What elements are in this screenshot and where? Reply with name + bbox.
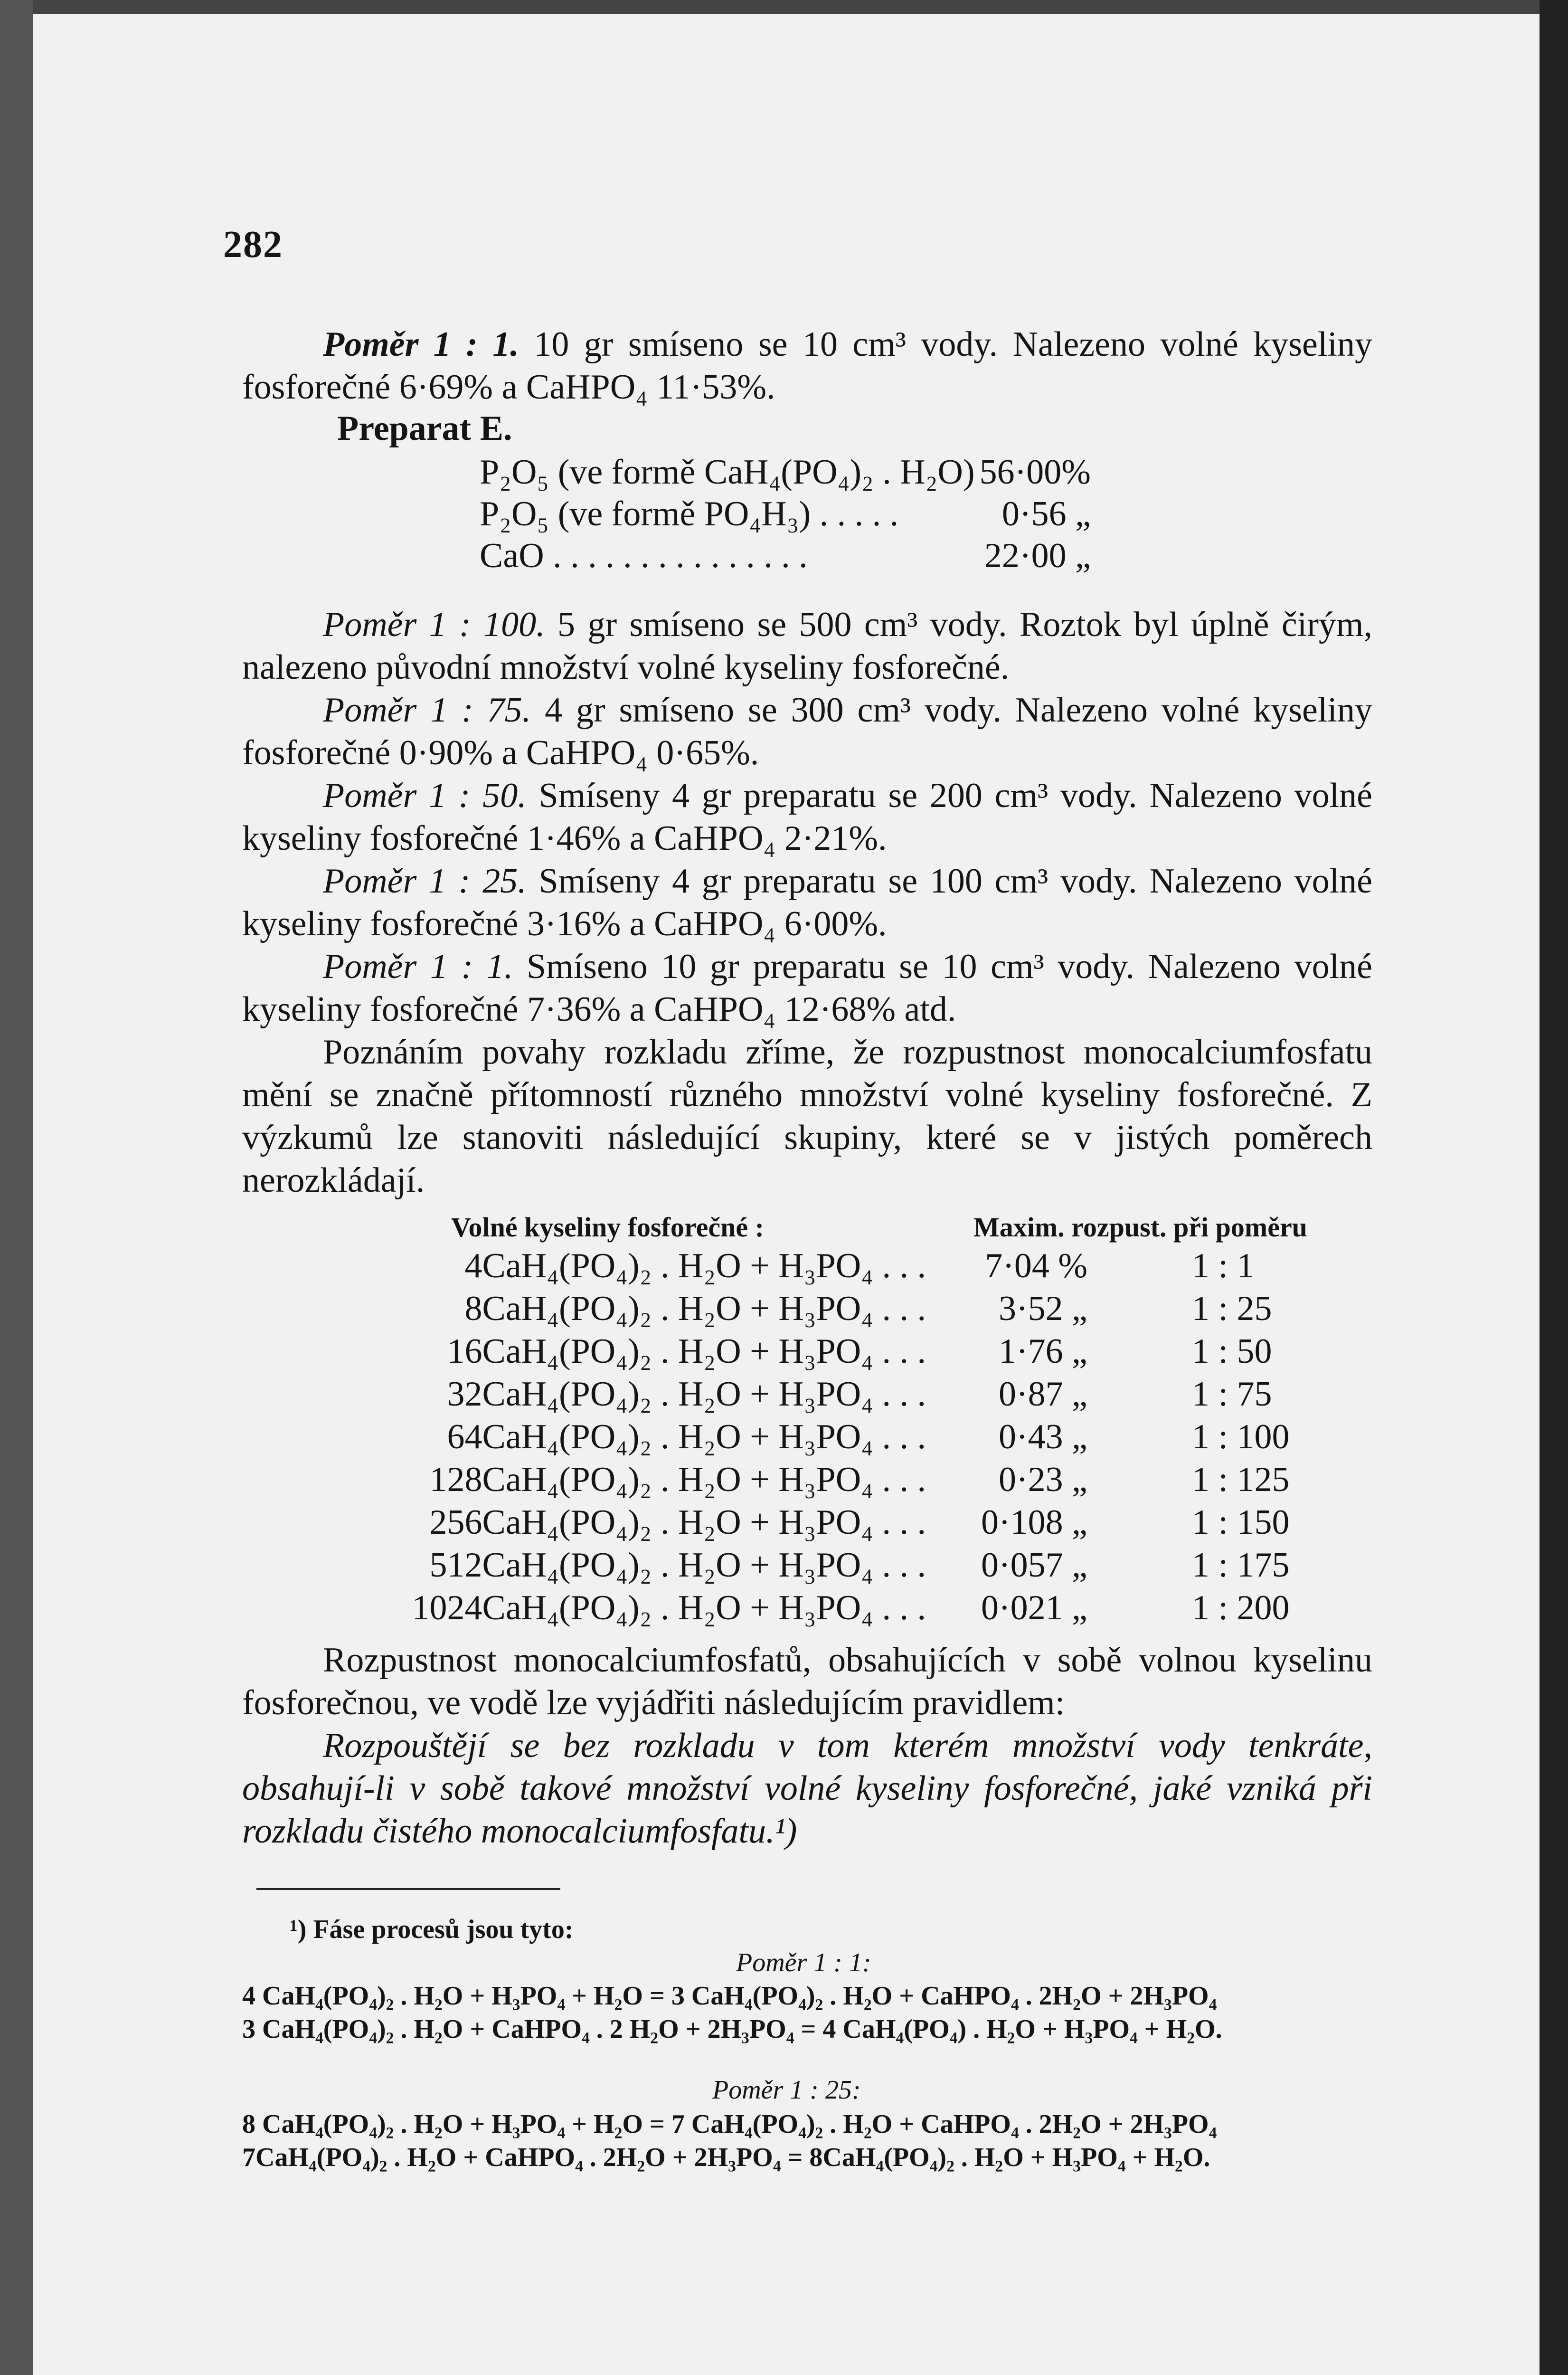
- formula-row: [252, 1416, 1382, 1458]
- formula: 16CaH₄(PO₄)₂ . H₂O + H₃PO₄ . . .: [447, 1332, 926, 1371]
- paragraph-text: 10 gr smíseno se 10 cm³ vody. Nalezeno volné kyseliny fosforečné 6·69% a CaHPO₄ 11·53%.: [242, 325, 1372, 407]
- formula-ratio: 1 : 50: [1192, 1332, 1272, 1371]
- formula: 64CaH₄(PO₄)₂ . H₂O + H₃PO₄ . . .: [447, 1417, 926, 1456]
- composition-row: [480, 535, 1091, 577]
- footnote-divider: [256, 1888, 560, 1890]
- footnote-equation: 8 CaH₄(PO₄)₂ . H₂O + H₃PO₄ + H₂O = 7 CaH₄(PO₄)₂ . H₂O + CaHPO₄ . 2H₂O + 2H₃PO₄: [242, 2109, 1217, 2139]
- formula-row: [252, 1287, 1382, 1330]
- formula-row: [252, 1586, 1382, 1629]
- composition-row: [480, 451, 1091, 493]
- composition-row: [480, 493, 1091, 535]
- formula-row: [252, 1501, 1382, 1544]
- formula-percent: 0·021 „: [981, 1588, 1087, 1627]
- footnote-subheading-1-25: Poměr 1 : 25:: [712, 2075, 861, 2105]
- formula-row: [252, 1458, 1382, 1501]
- composition-value: 22·00 „: [984, 536, 1091, 575]
- list-header-right: Maxim. rozpust. při poměru: [973, 1212, 1307, 1243]
- footnote-title: ¹) Fáse procesů jsou tyto:: [290, 1915, 574, 1944]
- ratio-paragraphs: [242, 603, 1372, 1202]
- formula: 256CaH₄(PO₄)₂ . H₂O + H₃PO₄ . . .: [429, 1503, 926, 1542]
- summary-paragraph: Poznáním povahy rozkladu zříme, že rozpustnost monocalciumfosfatu mění se značně přítomností různého množství volné kyseliny fosforečné. Z výzkumů lze stanoviti následující skupiny, které se v jistých poměrech nerozkládají.: [242, 1033, 1372, 1200]
- formula-ratio: 1 : 100: [1192, 1417, 1290, 1456]
- composition-label: P₂O₅ (ve formě CaH₄(PO₄)₂ . H₂O): [480, 453, 975, 492]
- formula: 512CaH₄(PO₄)₂ . H₂O + H₃PO₄ . . .: [429, 1546, 926, 1585]
- ratio-label: Poměr 1 : 1.: [323, 947, 513, 986]
- formula: 32CaH₄(PO₄)₂ . H₂O + H₃PO₄ . . .: [447, 1375, 926, 1414]
- formula-row: [252, 1330, 1382, 1373]
- formula-ratio: 1 : 1: [1192, 1246, 1255, 1285]
- list-header-left: Volné kyseliny fosforečné :: [451, 1212, 764, 1243]
- formula-ratio: 1 : 150: [1192, 1503, 1290, 1542]
- composition-value: 56·00%: [979, 453, 1091, 492]
- rule-section: [242, 1639, 1372, 1852]
- paragraph-ratio-1-75: [242, 689, 1372, 774]
- composition-label: CaO . . . . . . . . . . . . . . .: [480, 536, 808, 575]
- rule-paragraph: Rozpustnost monocalciumfosfatů, obsahujících v sobě volnou kyselinu fosforečnou, ve vodě lze vyjádřiti následujícím pravidlem:: [242, 1641, 1372, 1722]
- formula-table: [252, 1244, 1382, 1629]
- scan-edge-top: [0, 0, 1568, 14]
- paragraph-text: Smíseny 4 gr preparatu se 200 cm³ vody. Nalezeno volné kyseliny fosforečné 1·46% a CaHPO₄ 2·21%.: [242, 776, 1372, 858]
- scan-edge-right: [1540, 0, 1568, 2375]
- formula-percent: 0·108 „: [981, 1503, 1087, 1542]
- ratio-label: Poměr 1 : 1.: [323, 325, 519, 364]
- formula-percent: 0·87 „: [999, 1375, 1087, 1414]
- formula-ratio: 1 : 75: [1192, 1375, 1272, 1414]
- preparat-title: Preparat E.: [337, 409, 512, 448]
- footnote-subheading-1-1: Poměr 1 : 1:: [736, 1948, 871, 1977]
- composition-table: [480, 451, 1091, 577]
- footnote-equation: 3 CaH₄(PO₄)₂ . H₂O + CaHPO₄ . 2 H₂O + 2H₃PO₄ = 4 CaH₄(PO₄) . H₂O + H₃PO₄ + H₂O.: [242, 2014, 1222, 2044]
- ratio-label: Poměr 1 : 50.: [323, 776, 527, 815]
- paragraph-text: 5 gr smíseno se 500 cm³ vody. Roztok byl úplně čirým, nalezeno původní množství volné kyseliny fosforečné.: [242, 605, 1372, 687]
- paragraph-ratio-1-1: [242, 945, 1372, 1031]
- page-number: 282: [223, 224, 283, 266]
- formula-percent: 0·057 „: [981, 1546, 1087, 1585]
- rule-italic-paragraph: [242, 1724, 1372, 1852]
- paragraph-ratio-1-100: [242, 603, 1372, 689]
- composition-value: 0·56 „: [1001, 494, 1091, 533]
- formula-row: [252, 1244, 1382, 1287]
- ratio-label: Poměr 1 : 100.: [323, 605, 545, 644]
- formula: 128CaH₄(PO₄)₂ . H₂O + H₃PO₄ . . .: [429, 1460, 926, 1499]
- formula: 1024CaH₄(PO₄)₂ . H₂O + H₃PO₄ . . .: [412, 1588, 926, 1627]
- formula-ratio: 1 : 125: [1192, 1460, 1290, 1499]
- paragraph-text: Smíseno 10 gr preparatu se 10 cm³ vody. Nalezeno volné kyseliny fosforečné 7·36% a CaHPO₄ 12·68% atd.: [242, 947, 1372, 1029]
- formula: 4CaH₄(PO₄)₂ . H₂O + H₃PO₄ . . .: [464, 1246, 926, 1285]
- paragraph-ratio-1-50: [242, 774, 1372, 860]
- scan-edge-left: [0, 0, 33, 2375]
- formula-percent: 1·76 „: [999, 1332, 1087, 1371]
- formula-percent: 0·23 „: [999, 1460, 1087, 1499]
- document-page: [33, 14, 1540, 2375]
- formula-ratio: 1 : 175: [1192, 1546, 1290, 1585]
- rule-italic-text: Rozpouštějí se bez rozkladu v tom kterém množství vody tenkráte, obsahují-li v sobě takové množství volné kyseliny fosforečné, jaké vzniká při rozkladu čistého monocalciumfosfatu.¹): [242, 1726, 1372, 1851]
- ratio-label: Poměr 1 : 75.: [323, 691, 531, 730]
- footnote-equation: 7CaH₄(PO₄)₂ . H₂O + CaHPO₄ . 2H₂O + 2H₃PO₄ = 8CaH₄(PO₄)₂ . H₂O + H₃PO₄ + H₂O.: [242, 2143, 1210, 2172]
- formula-ratio: 1 : 25: [1192, 1289, 1272, 1328]
- paragraph-ratio-1-25: [242, 860, 1372, 945]
- formula-percent: 3·52 „: [999, 1289, 1087, 1328]
- paragraph-text: Smíseny 4 gr preparatu se 100 cm³ vody. Nalezeno volné kyseliny fosforečné 3·16% a CaHPO₄ 6·00%.: [242, 862, 1372, 943]
- paragraph-ratio-1-1-first: [242, 323, 1372, 408]
- paragraph-text: 4 gr smíseno se 300 cm³ vody. Nalezeno volné kyseliny fosforečné 0·90% a CaHPO₄ 0·65%.: [242, 691, 1372, 772]
- formula-percent: 0·43 „: [999, 1417, 1087, 1456]
- formula-percent: 7·04 %: [985, 1246, 1087, 1285]
- ratio-label: Poměr 1 : 25.: [323, 862, 527, 901]
- composition-label: P₂O₅ (ve formě PO₄H₃) . . . . .: [480, 494, 899, 533]
- formula-row: [252, 1373, 1382, 1416]
- footnote-equation: 4 CaH₄(PO₄)₂ . H₂O + H₃PO₄ + H₂O = 3 CaH₄(PO₄)₂ . H₂O + CaHPO₄ . 2H₂O + 2H₃PO₄: [242, 1981, 1217, 2011]
- formula: 8CaH₄(PO₄)₂ . H₂O + H₃PO₄ . . .: [464, 1289, 926, 1328]
- formula-row: [252, 1544, 1382, 1586]
- formula-ratio: 1 : 200: [1192, 1588, 1290, 1627]
